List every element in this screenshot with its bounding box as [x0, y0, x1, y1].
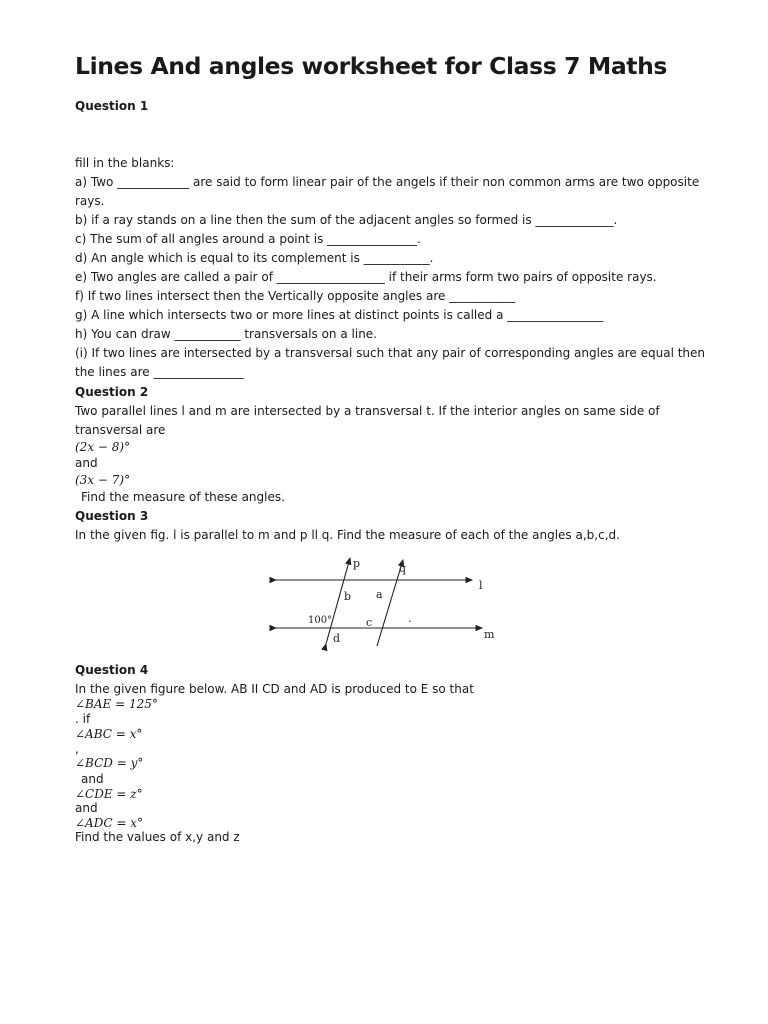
q1-line-d: d) An angle which is equal to its complement is ___________. — [75, 251, 434, 265]
q4-expression-bcd: ∠BCD = y° — [75, 756, 144, 770]
q4-ask: Find the values of x,y and z — [75, 830, 240, 844]
q1-line-a-cont: rays. — [75, 194, 105, 208]
question-3-heading: Question 3 — [75, 509, 149, 523]
q1-line-a: a) Two ____________ are said to form linear pair of the angels if their non common arms are two opposite — [75, 175, 700, 189]
q4-expression-adc: ∠ADC = x° — [75, 816, 143, 830]
q1-line-f: f) If two lines intersect then the Vertically opposite angles are ___________ — [75, 289, 516, 303]
page-title: Lines And angles worksheet for Class 7 Maths — [75, 52, 668, 80]
q2-and: and — [75, 456, 98, 470]
q1-line-g: g) A line which intersects two or more lines at distinct points is called a ________________ — [75, 308, 604, 322]
angle-100-label: 100° — [308, 615, 333, 626]
q3-text: In the given fig. l is parallel to m and p ll q. Find the measure of each of the angles a,b,c,d. — [75, 528, 620, 542]
label-q: q — [399, 562, 407, 575]
q4-expression-abc: ∠ABC = x° — [75, 727, 143, 741]
question-4-heading: Question 4 — [75, 663, 149, 677]
q4-and-1: and — [81, 772, 104, 786]
question-1-heading: Question 1 — [75, 99, 149, 113]
q2-line-1: Two parallel lines l and m are intersected by a transversal t. If the interior angles on same side of — [75, 404, 660, 418]
q1-line-i-cont: the lines are _______________ — [75, 365, 244, 379]
q2-expression-1: (2x − 8)° — [75, 440, 131, 454]
q4-expression-cde: ∠CDE = z° — [75, 787, 143, 801]
q4-if: . if — [75, 712, 91, 726]
question-2-heading: Question 2 — [75, 385, 149, 399]
q1-line-b: b) if a ray stands on a line then the sum of the adjacent angles so formed is _____________. — [75, 213, 618, 227]
q4-and-2: and — [75, 801, 98, 815]
label-l: l — [479, 579, 483, 592]
label-p: p — [353, 557, 361, 570]
q4-comma: , — [75, 742, 79, 756]
label-c: c — [366, 616, 373, 629]
q1-line-i: (i) If two lines are intersected by a transversal such that any pair of corresponding angles are equal then — [75, 346, 706, 360]
label-b: b — [344, 590, 352, 603]
q4-line-1: In the given figure below. AB II CD and AD is produced to E so that — [75, 682, 474, 696]
q1-line-c: c) The sum of all angles around a point is _______________. — [75, 232, 421, 246]
label-m: m — [484, 628, 495, 641]
label-dot: . — [408, 612, 412, 625]
q1-line-e: e) Two angles are called a pair of __________________ if their arms form two pairs of opposite rays. — [75, 270, 657, 284]
q1-intro: fill in the blanks: — [75, 156, 175, 170]
label-d: d — [333, 632, 341, 645]
q3-figure — [262, 552, 512, 652]
label-a: a — [376, 588, 383, 601]
q2-ask: Find the measure of these angles. — [81, 490, 285, 504]
q4-expression-bae: ∠BAE = 125° — [75, 697, 158, 711]
q2-line-2: transversal are — [75, 423, 166, 437]
q1-line-h: h) You can draw ___________ transversals on a line. — [75, 327, 377, 341]
q2-expression-2: (3x − 7)° — [75, 473, 131, 487]
